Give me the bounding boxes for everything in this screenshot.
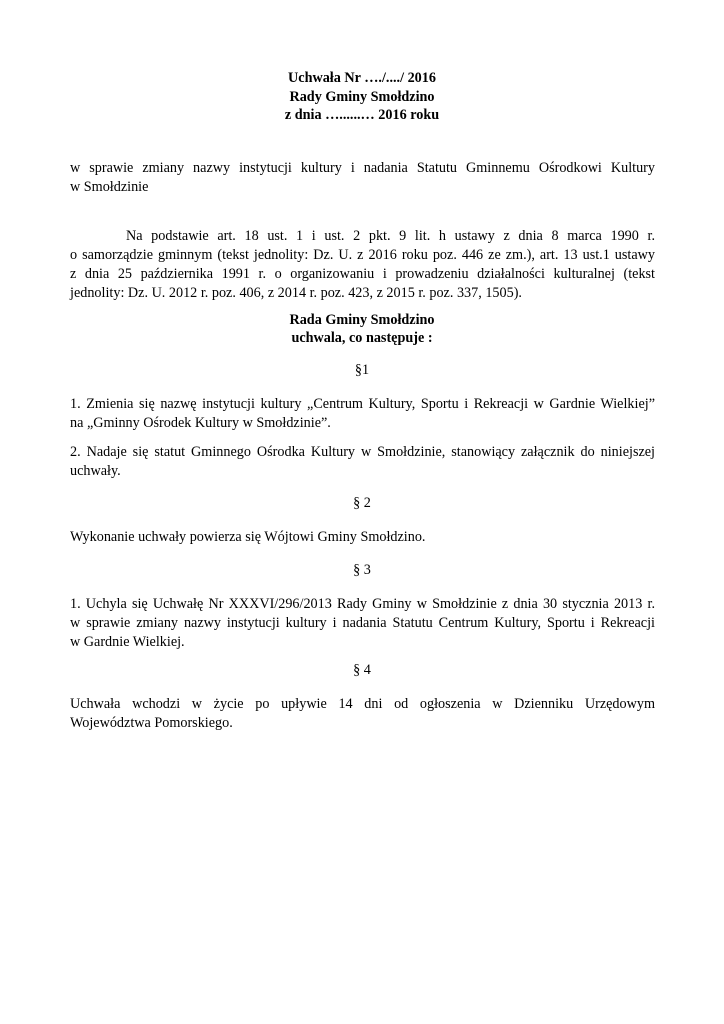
legal-basis-line: jednolity: Dz. U. 2012 r. poz. 406, z 2014 r. poz. 423, z 2015 r. poz. 337, 1505). [70,285,522,301]
legal-basis-line: Na podstawie art. 18 ust. 1 i ust. 2 pkt. 9 lit. h ustawy z dnia 8 marca 1990 r. [126,228,655,244]
section-2-line: Wykonanie uchwały powierza się Wójtowi Gminy Smołdzino. [70,529,426,545]
section-4-text [70,695,655,733]
legal-basis-paragraph [70,227,655,303]
section-3-line: w sprawie zmiany nazwy instytucji kultury i nadania Statutu Centrum Kultury, Sportu i Rekreacji [70,615,655,631]
section-1-line: uchwały. [70,463,121,479]
section-2-text [70,528,655,547]
council-name: Rady Gminy Smołdzino [289,89,435,105]
section-3-heading: § 3 [353,562,371,578]
legal-basis-line: o samorządzie gminnym (tekst jednolity: Dz. U. z 2016 roku poz. 446 ze zm.), art. 13 ust.1 ustawy [70,247,655,263]
section-1-line: 1. Zmienia się nazwę instytucji kultury „Centrum Kultury, Sportu i Rekreacji w Gardnie Wielkiej” [70,396,655,412]
section-3-line: 1. Uchyla się Uchwałę Nr XXXVI/296/2013 Rady Gminy w Smołdzinie z dnia 30 stycznia 2013 r. [70,596,655,612]
legal-basis-line: z dnia 25 października 1991 r. o organizowaniu i prowadzeniu działalności kulturalnej (tekst [70,266,655,282]
section-1-line: 2. Nadaje się statut Gminnego Ośrodka Kultury w Smołdzinie, stanowiący załącznik do niniejszej [70,444,655,460]
section-1-heading: §1 [354,362,370,378]
council-heading: Rada Gminy Smołdzino [289,312,435,328]
resolution-date: z dnia …......… 2016 roku [284,107,440,123]
section-4-line: Uchwała wchodzi w życie po upływie 14 dni od ogłoszenia w Dzienniku Urzędowym [70,696,655,712]
enactment-phrase: uchwala, co następuje : [291,330,433,346]
section-3-text [70,595,655,652]
section-1-point-2 [70,443,655,481]
section-4-line: Województwa Pomorskiego. [70,715,233,731]
section-1-line: na „Gminny Ośrodek Kultury w Smołdzinie”. [70,415,331,431]
section-3-line: w Gardnie Wielkiej. [70,634,185,650]
section-4-heading: § 4 [353,662,371,678]
subject-paragraph [70,159,655,197]
section-2-heading: § 2 [353,495,371,511]
resolution-number: Uchwała Nr …./..../ 2016 [288,70,436,86]
section-1-point-1 [70,395,655,433]
subject-line: w Smołdzinie [70,179,149,195]
subject-line: w sprawie zmiany nazwy instytucji kultury i nadania Statutu Gminnemu Ośrodkowi Kultury [70,160,655,176]
